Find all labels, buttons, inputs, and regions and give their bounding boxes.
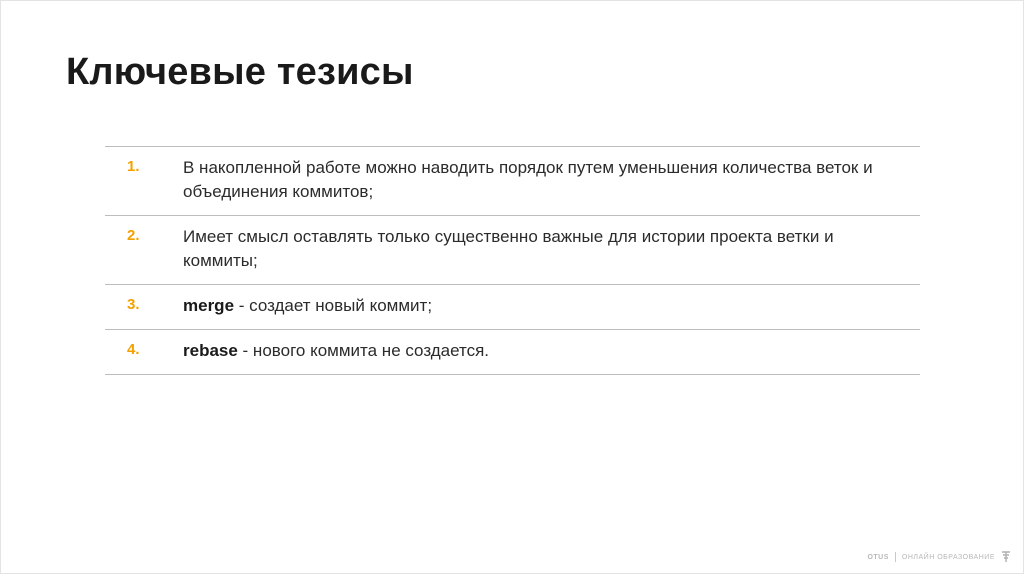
theses-list [105, 146, 920, 375]
thesis-text [183, 339, 903, 363]
thesis-keyword: merge [183, 296, 235, 315]
thesis-body: - нового коммита не создается. [237, 341, 490, 360]
thesis-number: 4. [127, 341, 140, 358]
thesis-row [105, 216, 920, 285]
thesis-text [183, 156, 903, 204]
otus-logo-icon [1001, 551, 1011, 563]
thesis-row [105, 330, 920, 375]
thesis-keyword: rebase [183, 341, 238, 360]
thesis-body: Имеет смысл оставлять только существенно важные для истории проекта ветки и коммиты; [183, 227, 834, 270]
footer-tagline: ОНЛАЙН ОБРАЗОВАНИЕ [901, 553, 995, 561]
footer-branding [867, 551, 1011, 563]
thesis-number: 3. [127, 296, 140, 313]
thesis-body: В накопленной работе можно наводить порядок путем уменьшения количества веток и объединения коммитов; [183, 158, 873, 201]
thesis-body: - создает новый коммит; [234, 296, 433, 315]
slide-title: Ключевые тезисы [66, 51, 414, 93]
thesis-number: 2. [127, 227, 140, 244]
thesis-number: 1. [127, 158, 140, 175]
footer-divider [895, 552, 896, 562]
footer-brand: OTUS [867, 553, 889, 561]
thesis-row [105, 285, 920, 330]
thesis-text [183, 294, 903, 318]
thesis-text [183, 225, 903, 273]
thesis-row [105, 147, 920, 216]
